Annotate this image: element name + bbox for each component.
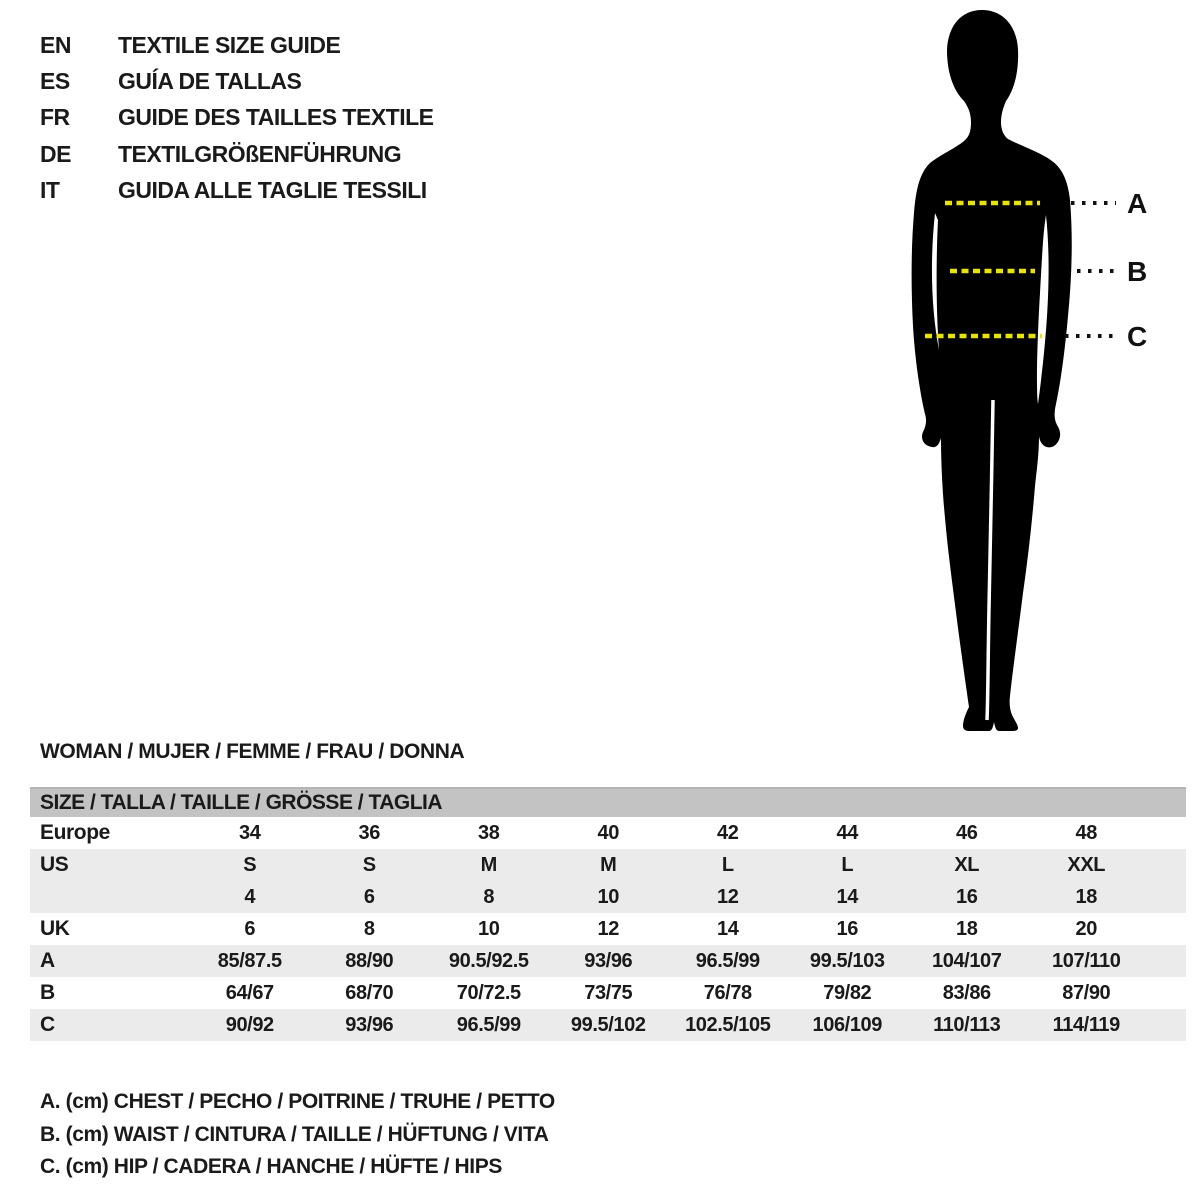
table-cell: 106/109 [812,1013,882,1036]
table-cell: 93/96 [345,1013,394,1036]
table-cell: L [721,853,734,876]
title-text-es: GUÍA DE TALLAS [118,68,302,95]
table-cell: 12 [597,917,619,940]
table-row-us-numbers [30,881,1186,913]
table-cell: 90/92 [225,1013,274,1036]
title-text-en: TEXTILE SIZE GUIDE [118,31,341,58]
lang-code-en: EN [40,31,71,58]
table-cell: 8 [483,885,495,908]
title-row-fr [40,100,434,136]
table-cell: 46 [956,821,978,844]
table-cell: 68/70 [345,981,394,1004]
title-row-de [40,136,434,172]
table-cell: 18 [956,917,978,940]
table-row-uk [30,913,1186,945]
row-label: UK [40,917,70,940]
table-cell: M [600,853,617,876]
table-cell: 42 [717,821,739,844]
table-cell: 93/96 [584,949,633,972]
row-label: Europe [40,821,110,844]
table-cell: 12 [717,885,739,908]
row-label: US [40,853,69,876]
table-cell: 83/86 [942,981,991,1004]
legend-hip: C. (cm) HIP / CADERA / HANCHE / HÜFTE / HIPS [40,1155,502,1179]
table-cell: 76/78 [703,981,752,1004]
table-cell: 6 [363,885,375,908]
lang-code-es: ES [40,68,70,95]
table-cell: M [480,853,497,876]
title-row-es [40,63,434,99]
section-label-woman: WOMAN / MUJER / FEMME / FRAU / DONNA [40,740,465,763]
table-cell: 99.5/103 [809,949,885,972]
table-cell: 16 [956,885,978,908]
marker-label-waist: B [1127,256,1148,287]
title-text-it: GUIDA ALLE TAGLIE TESSILI [118,177,427,204]
table-row-chest [30,945,1186,977]
table-row-waist [30,977,1186,1009]
table-cell: 87/90 [1062,981,1111,1004]
table-cell: 85/87.5 [217,949,282,972]
table-cell: XXL [1067,853,1106,876]
table-cell: 96.5/99 [695,949,760,972]
table-cell: S [243,853,257,876]
row-label: A [40,949,55,972]
table-cell: S [362,853,376,876]
table-cell: L [841,853,854,876]
table-cell: 44 [836,821,858,844]
title-text-fr: GUIDE DES TAILLES TEXTILE [118,104,434,131]
title-text-de: TEXTILGRÖßENFÜHRUNG [118,140,402,167]
table-cell: 40 [597,821,619,844]
title-row-en [40,27,434,63]
table-cell: 4 [244,885,256,908]
title-block [40,27,434,209]
table-cell: 38 [478,821,500,844]
table-cell: 14 [717,917,739,940]
table-cell: 36 [358,821,380,844]
table-cell: 16 [836,917,858,940]
table-row-hip [30,1009,1186,1041]
table-cell: 73/75 [584,981,633,1004]
table-cell: 88/90 [345,949,394,972]
table-cell: 107/110 [1052,949,1121,972]
table-cell: 104/107 [932,949,1002,972]
table-cell: 6 [244,917,256,940]
woman-silhouette [905,8,1200,735]
table-cell: 96.5/99 [456,1013,521,1036]
marker-label-hip: C [1127,321,1148,352]
table-cell: 79/82 [823,981,872,1004]
lang-code-it: IT [40,177,60,204]
size-table [30,787,1186,1041]
table-cell: 90.5/92.5 [448,949,529,972]
table-cell: 34 [239,821,261,844]
lang-code-de: DE [40,140,71,167]
table-cell: 99.5/102 [570,1013,646,1036]
marker-label-chest: A [1127,188,1148,219]
table-row-us-letters [30,849,1186,881]
table-row-europe [30,817,1186,849]
table-cell: 48 [1075,821,1097,844]
row-label: B [40,981,55,1004]
table-cell: 20 [1075,917,1097,940]
table-cell: 114/119 [1052,1013,1120,1036]
legend-waist: B. (cm) WAIST / CINTURA / TAILLE / HÜFTUNG / VITA [40,1122,549,1146]
measurement-legend [40,1086,555,1184]
table-cell: 14 [836,885,858,908]
table-cell: 102.5/105 [685,1013,771,1036]
table-cell: 8 [363,917,375,940]
table-cell: 110/113 [933,1013,1001,1036]
table-cell: XL [954,853,980,876]
table-cell: 64/67 [225,981,274,1004]
size-table-header: SIZE / TALLA / TAILLE / GRÖSSE / TAGLIA [30,787,1186,817]
table-cell: 10 [597,885,619,908]
row-label: C [40,1013,55,1036]
title-row-it [40,173,434,209]
table-cell: 18 [1075,885,1097,908]
woman-body-shape [912,10,1072,731]
legend-chest: A. (cm) CHEST / PECHO / POITRINE / TRUHE / PETTO [40,1090,555,1114]
table-cell: 70/72.5 [456,981,521,1004]
table-cell: 10 [478,917,500,940]
lang-code-fr: FR [40,104,70,131]
